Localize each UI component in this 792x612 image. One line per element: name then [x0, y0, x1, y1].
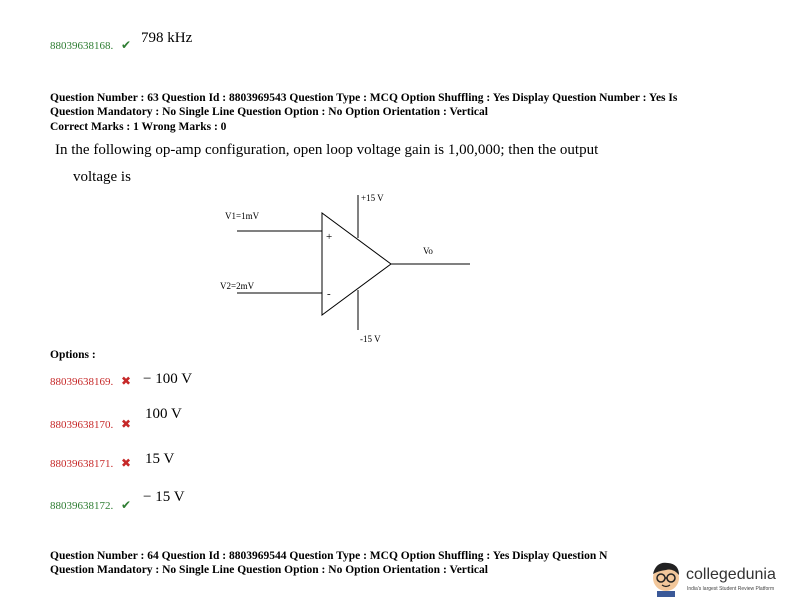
negative-supply-label: -15 V [360, 334, 381, 344]
option-text: − 15 V [143, 489, 185, 505]
check-icon: ✔ [121, 38, 132, 52]
option-id: 88039638169. [50, 376, 114, 388]
check-icon: ✔ [121, 498, 132, 512]
option-text: 15 V [145, 451, 175, 467]
positive-supply-label: +15 V [361, 193, 384, 203]
v2-label: V2=2mV [220, 281, 255, 291]
cross-icon: ✖ [121, 374, 132, 388]
option-id: 88039638172. [50, 500, 114, 512]
question-text-line2: voltage is [73, 169, 131, 185]
minus-sign: - [327, 288, 331, 300]
plus-sign: + [326, 231, 333, 243]
question-header-line1: Question Number : 63 Question Id : 8803969543 Question Type : MCQ Option Shuffling : Yes Display Question Number : Yes Is [50, 92, 678, 104]
option-id: 88039638170. [50, 419, 114, 431]
option-id: 88039638171. [50, 458, 114, 470]
next-question-header-line1: Question Number : 64 Question Id : 8803969544 Question Type : MCQ Option Shuffling : Yes Display Question N [50, 550, 608, 562]
next-question-header-line2: Question Mandatory : No Single Line Question Option : No Option Orientation : Vertical [50, 564, 488, 576]
opamp-triangle [322, 213, 391, 315]
collegedunia-logo [645, 555, 790, 603]
options-label: Options : [50, 349, 96, 361]
question-marks: Correct Marks : 1 Wrong Marks : 0 [50, 121, 227, 133]
v1-label: V1=1mV [225, 211, 260, 221]
cross-icon: ✖ [121, 417, 132, 431]
option-text: 100 V [145, 406, 182, 422]
option-text: − 100 V [143, 371, 193, 387]
prev-option-text: 798 kHz [141, 30, 193, 46]
prev-option-id: 88039638168. [50, 40, 114, 52]
logo-tagline: India's largest Student Review Platform [687, 586, 775, 592]
question-text-line1: In the following op-amp configuration, open loop voltage gain is 1,00,000; then the output [55, 142, 599, 158]
question-header-line2: Question Mandatory : No Single Line Question Option : No Option Orientation : Vertical [50, 106, 488, 118]
cross-icon: ✖ [121, 456, 132, 470]
output-label: Vo [423, 246, 433, 256]
student-avatar-icon [648, 558, 684, 598]
logo-name: collegedunia [686, 566, 776, 583]
